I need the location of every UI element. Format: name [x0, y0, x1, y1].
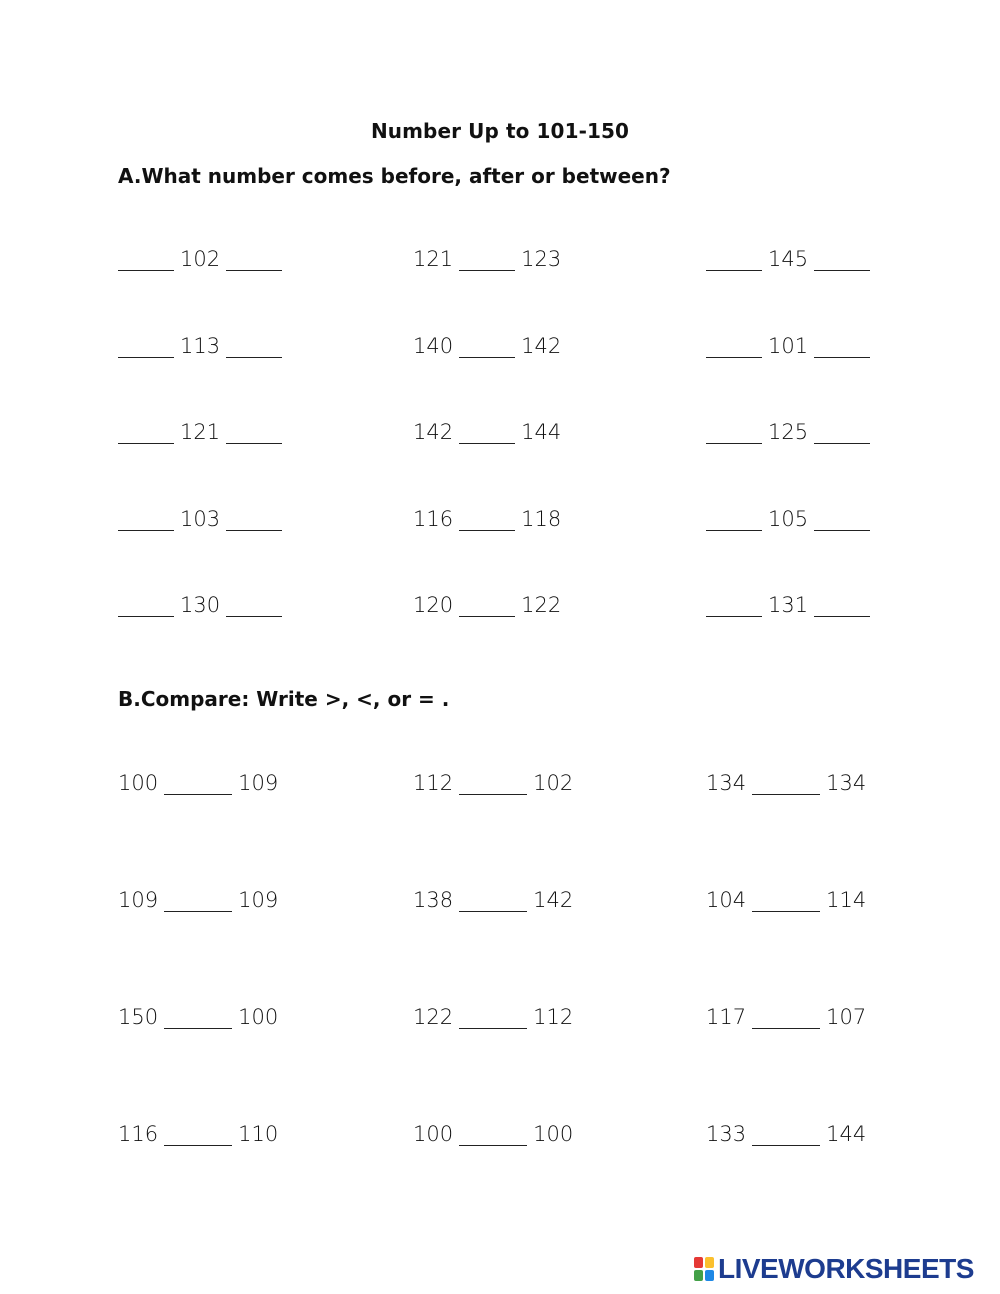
between-item	[413, 593, 567, 617]
answer-blank-before[interactable]	[118, 508, 174, 531]
answer-blank-after[interactable]	[226, 594, 282, 617]
compare-answer-blank[interactable]	[752, 1123, 820, 1146]
given-number: 130	[180, 593, 221, 617]
answer-blank-after[interactable]	[814, 594, 870, 617]
answer-blank-before[interactable]	[118, 594, 174, 617]
compare-item	[118, 1122, 284, 1146]
given-number: 103	[180, 507, 221, 531]
answer-blank-after[interactable]	[814, 421, 870, 444]
compare-item	[118, 771, 284, 795]
answer-blank-between[interactable]	[459, 335, 515, 358]
section-a-row	[118, 420, 918, 450]
liveworksheets-logo-icon	[694, 1257, 714, 1281]
compare-answer-blank[interactable]	[459, 1123, 527, 1146]
compare-left-number: 150	[118, 1005, 159, 1029]
answer-blank-between[interactable]	[459, 421, 515, 444]
compare-right-number: 144	[826, 1122, 867, 1146]
answer-blank-after[interactable]	[814, 335, 870, 358]
answer-blank-after[interactable]	[226, 421, 282, 444]
answer-blank-before[interactable]	[118, 335, 174, 358]
compare-left-number: 100	[413, 1122, 454, 1146]
answer-blank-before[interactable]	[118, 421, 174, 444]
compare-answer-blank[interactable]	[459, 772, 527, 795]
compare-right-number: 112	[533, 1005, 574, 1029]
answer-blank-before[interactable]	[706, 335, 762, 358]
between-item	[413, 334, 567, 358]
compare-left-number: 134	[706, 771, 747, 795]
compare-answer-blank[interactable]	[164, 772, 232, 795]
given-number: 101	[768, 334, 809, 358]
answer-blank-before[interactable]	[706, 594, 762, 617]
given-number: 131	[768, 593, 809, 617]
answer-blank-between[interactable]	[459, 508, 515, 531]
compare-answer-blank[interactable]	[164, 1006, 232, 1029]
section-a-row	[118, 247, 918, 277]
given-number-high: 123	[521, 247, 562, 271]
compare-answer-blank[interactable]	[752, 889, 820, 912]
section-a-heading: A.What number comes before, after or between?	[118, 164, 671, 188]
before-after-item	[706, 334, 870, 358]
compare-right-number: 102	[533, 771, 574, 795]
given-number-low: 120	[413, 593, 454, 617]
between-item	[413, 420, 567, 444]
answer-blank-after[interactable]	[814, 248, 870, 271]
compare-left-number: 109	[118, 888, 159, 912]
answer-blank-before[interactable]	[706, 421, 762, 444]
compare-right-number: 142	[533, 888, 574, 912]
compare-answer-blank[interactable]	[752, 1006, 820, 1029]
answer-blank-before[interactable]	[706, 248, 762, 271]
compare-right-number: 109	[238, 888, 279, 912]
compare-right-number: 134	[826, 771, 867, 795]
before-after-item	[118, 247, 282, 271]
given-number-low: 140	[413, 334, 454, 358]
compare-answer-blank[interactable]	[459, 1006, 527, 1029]
compare-right-number: 114	[826, 888, 867, 912]
compare-left-number: 104	[706, 888, 747, 912]
compare-left-number: 122	[413, 1005, 454, 1029]
compare-left-number: 133	[706, 1122, 747, 1146]
compare-right-number: 109	[238, 771, 279, 795]
given-number-low: 142	[413, 420, 454, 444]
compare-right-number: 100	[238, 1005, 279, 1029]
before-after-item	[706, 593, 870, 617]
compare-item	[118, 888, 284, 912]
compare-item	[706, 888, 872, 912]
between-item	[413, 507, 567, 531]
answer-blank-after[interactable]	[226, 508, 282, 531]
compare-left-number: 100	[118, 771, 159, 795]
compare-answer-blank[interactable]	[459, 889, 527, 912]
section-b-row	[118, 888, 918, 918]
compare-right-number: 107	[826, 1005, 867, 1029]
liveworksheets-logo	[694, 1253, 974, 1285]
answer-blank-before[interactable]	[706, 508, 762, 531]
compare-item	[413, 1005, 579, 1029]
compare-item	[706, 1005, 872, 1029]
section-b-heading: B.Compare: Write >, <, or = .	[118, 687, 450, 711]
given-number: 121	[180, 420, 221, 444]
answer-blank-before[interactable]	[118, 248, 174, 271]
compare-item	[706, 771, 872, 795]
before-after-item	[118, 507, 282, 531]
compare-left-number: 117	[706, 1005, 747, 1029]
before-after-item	[706, 420, 870, 444]
worksheet-title: Number Up to 101-150	[370, 119, 630, 143]
compare-right-number: 100	[533, 1122, 574, 1146]
before-after-item	[706, 247, 870, 271]
before-after-item	[118, 334, 282, 358]
compare-item	[413, 1122, 579, 1146]
answer-blank-after[interactable]	[814, 508, 870, 531]
before-after-item	[118, 593, 282, 617]
compare-left-number: 138	[413, 888, 454, 912]
section-b-row	[118, 1005, 918, 1035]
answer-blank-after[interactable]	[226, 335, 282, 358]
compare-item	[413, 888, 579, 912]
given-number-high: 118	[521, 507, 562, 531]
before-after-item	[118, 420, 282, 444]
given-number-high: 142	[521, 334, 562, 358]
compare-answer-blank[interactable]	[164, 889, 232, 912]
section-b-row	[118, 771, 918, 801]
section-a-row	[118, 593, 918, 623]
answer-blank-after[interactable]	[226, 248, 282, 271]
logo-text: LIVEWORKSHEETS	[718, 1253, 974, 1284]
given-number-low: 121	[413, 247, 454, 271]
compare-answer-blank[interactable]	[164, 1123, 232, 1146]
compare-item	[118, 1005, 284, 1029]
given-number: 125	[768, 420, 809, 444]
answer-blank-between[interactable]	[459, 594, 515, 617]
compare-left-number: 116	[118, 1122, 159, 1146]
compare-item	[706, 1122, 872, 1146]
compare-answer-blank[interactable]	[752, 772, 820, 795]
given-number: 145	[768, 247, 809, 271]
before-after-item	[706, 507, 870, 531]
given-number-low: 116	[413, 507, 454, 531]
compare-right-number: 110	[238, 1122, 279, 1146]
given-number-high: 122	[521, 593, 562, 617]
compare-item	[413, 771, 579, 795]
answer-blank-between[interactable]	[459, 248, 515, 271]
compare-left-number: 112	[413, 771, 454, 795]
given-number: 105	[768, 507, 809, 531]
section-b-row	[118, 1122, 918, 1152]
between-item	[413, 247, 567, 271]
given-number-high: 144	[521, 420, 562, 444]
given-number: 102	[180, 247, 221, 271]
given-number: 113	[180, 334, 221, 358]
section-a-row	[118, 507, 918, 537]
section-a-row	[118, 334, 918, 364]
